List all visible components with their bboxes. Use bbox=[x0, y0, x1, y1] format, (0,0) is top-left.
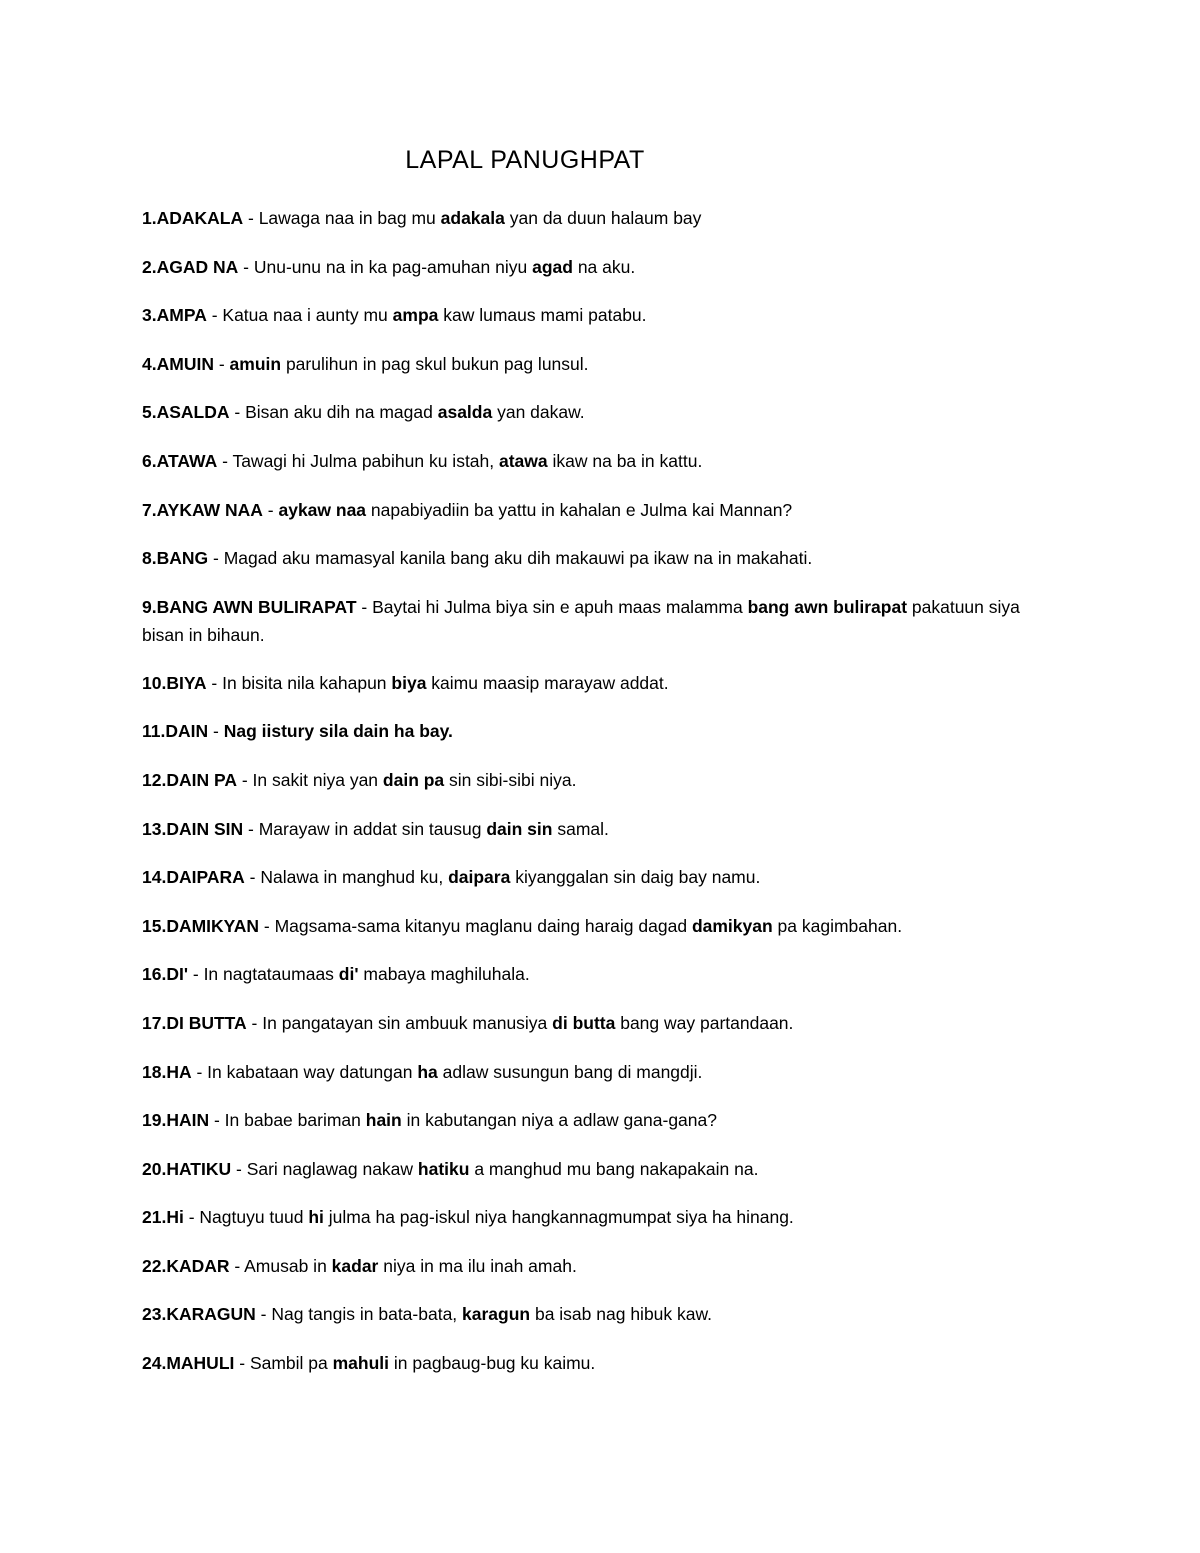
entry-sentence-text: sin sibi-sibi niya. bbox=[444, 769, 577, 790]
entry-separator: - bbox=[209, 1110, 225, 1131]
entry-sentence-text: bang way partandaan. bbox=[615, 1012, 794, 1033]
entry-sentence-text: In kabataan way datungan bbox=[207, 1061, 418, 1082]
entry-sentence-text: Lawaga naa in bag mu bbox=[258, 208, 441, 228]
entry-highlighted-word: mahuli bbox=[332, 1353, 390, 1374]
entry-term: HATIKU bbox=[166, 1158, 232, 1179]
entry-sentence-text: Magad aku mamasyal kanila bang aku dih makauwi pa ikaw na in makahati. bbox=[223, 548, 813, 569]
entry-number: 17. bbox=[142, 1012, 167, 1033]
list-item bbox=[142, 350, 1062, 378]
entry-separator: - bbox=[244, 867, 261, 888]
list-item bbox=[142, 863, 1062, 891]
entry-sentence-text: Nagtuyu tuud bbox=[199, 1207, 309, 1228]
list-item bbox=[142, 593, 1062, 649]
entry-separator: - bbox=[243, 208, 259, 228]
entry-term: AMPA bbox=[156, 305, 207, 326]
entry-sentence-text: kaw lumaus mami patabu. bbox=[438, 305, 647, 326]
entry-term: HA bbox=[166, 1061, 192, 1082]
entry-separator: - bbox=[236, 769, 253, 790]
list-item bbox=[142, 204, 1062, 232]
entry-number: 11. bbox=[142, 721, 166, 742]
entry-highlighted-word: biya bbox=[391, 672, 427, 693]
entry-separator: - bbox=[208, 548, 224, 569]
entry-highlighted-word: kadar bbox=[331, 1255, 379, 1276]
entry-sentence-text: pa kagimbahan. bbox=[772, 915, 903, 936]
list-item bbox=[142, 669, 1062, 697]
entry-sentence-text: parulihun in pag skul bukun pag lunsul. bbox=[281, 353, 589, 374]
entry-number: 7. bbox=[142, 499, 157, 520]
entry-highlighted-word: ampa bbox=[392, 305, 439, 326]
entry-sentence-text: Bisan aku dih na magad bbox=[245, 402, 438, 423]
entry-separator: - bbox=[259, 915, 275, 936]
entry-sentence-text: Amusab in bbox=[244, 1255, 332, 1276]
entry-number: 13. bbox=[142, 818, 167, 839]
entry-sentence-text: In babae bariman bbox=[224, 1110, 366, 1131]
entry-term: AGAD NA bbox=[156, 256, 239, 277]
list-item bbox=[142, 1009, 1062, 1037]
list-item bbox=[142, 1203, 1062, 1231]
entry-highlighted-word: di' bbox=[338, 964, 359, 985]
entry-highlighted-word: hain bbox=[365, 1110, 402, 1131]
entry-number: 18. bbox=[142, 1061, 167, 1082]
entry-sentence-text: pakatuun siya bisan in bihaun. bbox=[142, 596, 1020, 645]
entry-sentence-text: a manghud mu bang nakapakain na. bbox=[469, 1158, 759, 1179]
entry-separator: - bbox=[234, 1353, 250, 1374]
entry-sentence-text: kaimu maasip marayaw addat. bbox=[426, 672, 669, 693]
entry-separator: - bbox=[231, 1158, 247, 1179]
entry-highlighted-word: karagun bbox=[462, 1304, 531, 1325]
entry-number: 21. bbox=[142, 1207, 167, 1228]
entry-separator: - bbox=[208, 721, 224, 742]
entry-number: 6. bbox=[142, 450, 157, 471]
entry-sentence-text: Nalawa in manghud ku, bbox=[260, 867, 449, 888]
entry-separator: - bbox=[229, 1255, 245, 1276]
entry-highlighted-word: Nag iistury sila dain ha bay. bbox=[223, 721, 453, 742]
list-item bbox=[142, 815, 1062, 843]
entry-separator: - bbox=[356, 596, 373, 617]
entry-sentence-text: Tawagi hi Julma pabihun ku istah, bbox=[232, 450, 499, 471]
entry-term: ASALDA bbox=[156, 402, 230, 423]
entry-number: 3. bbox=[142, 305, 157, 326]
entry-separator: - bbox=[188, 964, 204, 985]
entry-number: 4. bbox=[142, 353, 157, 374]
entry-sentence-text: Sambil pa bbox=[249, 1353, 333, 1374]
entry-number: 22. bbox=[142, 1255, 167, 1276]
entry-highlighted-word: di butta bbox=[552, 1012, 616, 1033]
list-item bbox=[142, 398, 1062, 426]
list-item bbox=[142, 496, 1062, 524]
list-item bbox=[142, 1349, 1062, 1377]
entry-term: DAMIKYAN bbox=[166, 915, 260, 936]
entry-sentence-text: in kabutangan niya a adlaw gana-gana? bbox=[401, 1110, 717, 1131]
entry-term: ATAWA bbox=[156, 450, 218, 471]
entry-number: 9. bbox=[142, 596, 157, 617]
entry-sentence-text: In bisita nila kahapun bbox=[222, 672, 392, 693]
entry-highlighted-word: dain sin bbox=[486, 818, 553, 839]
entry-number: 1. bbox=[142, 208, 157, 228]
entry-number: 10. bbox=[142, 672, 167, 693]
entry-sentence-text: in pagbaug-bug ku kaimu. bbox=[389, 1353, 596, 1374]
entry-sentence-text: Nag tangis in bata-bata, bbox=[271, 1304, 463, 1325]
entry-sentence-text: Marayaw in addat sin tausug bbox=[258, 818, 487, 839]
entry-term: BANG AWN BULIRAPAT bbox=[156, 596, 357, 617]
list-item bbox=[142, 960, 1062, 988]
entry-number: 19. bbox=[142, 1110, 167, 1131]
entry-highlighted-word: aykaw naa bbox=[278, 499, 367, 520]
entry-term: DI BUTTA bbox=[166, 1012, 247, 1033]
entry-sentence-text: Katua naa i aunty mu bbox=[222, 305, 393, 326]
entry-separator: - bbox=[206, 305, 223, 326]
entry-term: DAIN bbox=[165, 721, 209, 742]
list-item bbox=[142, 1155, 1062, 1183]
entry-separator: - bbox=[262, 499, 279, 520]
list-item bbox=[142, 766, 1062, 794]
entry-sentence-text: adlaw susungun bang di mangdji. bbox=[437, 1061, 703, 1082]
entry-sentence-text: julma ha pag-iskul niya hangkannagmumpat siya ha hinang. bbox=[323, 1207, 794, 1228]
entry-separator: - bbox=[238, 256, 254, 277]
entry-highlighted-word: atawa bbox=[499, 450, 548, 471]
entry-term: ADAKALA bbox=[156, 208, 244, 228]
entry-separator: - bbox=[213, 353, 230, 374]
entry-highlighted-word: asalda bbox=[437, 402, 493, 423]
entry-sentence-text: Magsama-sama kitanyu maglanu daing haraig dagad bbox=[274, 915, 692, 936]
entry-term: DAIN PA bbox=[166, 769, 237, 790]
entry-separator: - bbox=[243, 818, 259, 839]
entry-highlighted-word: daipara bbox=[448, 867, 511, 888]
entry-sentence-text: ikaw na ba in kattu. bbox=[547, 450, 703, 471]
entry-separator: - bbox=[217, 450, 233, 471]
entry-sentence-text: niya in ma ilu inah amah. bbox=[378, 1255, 577, 1276]
entry-term: BIYA bbox=[166, 672, 207, 693]
entry-number: 2. bbox=[142, 256, 157, 277]
entry-sentence-text: mabaya maghiluhala. bbox=[358, 964, 530, 985]
entry-separator: - bbox=[255, 1304, 272, 1325]
entry-number: 15. bbox=[142, 915, 167, 936]
entry-number: 16. bbox=[142, 964, 167, 985]
list-item bbox=[142, 1058, 1062, 1086]
entry-highlighted-word: agad bbox=[532, 256, 573, 277]
list-item bbox=[142, 544, 1062, 572]
entry-number: 12. bbox=[142, 769, 167, 790]
entry-highlighted-word: bang awn bulirapat bbox=[747, 596, 908, 617]
entry-sentence-text: yan da duun halaum bay bbox=[504, 208, 702, 228]
entry-sentence-text: ba isab nag hibuk kaw. bbox=[530, 1304, 713, 1325]
entry-highlighted-word: amuin bbox=[229, 353, 282, 374]
document-title: LAPAL PANUGHPAT bbox=[405, 146, 645, 174]
vocabulary-list bbox=[142, 204, 1062, 1398]
entry-highlighted-word: damikyan bbox=[691, 915, 773, 936]
list-item bbox=[142, 912, 1062, 940]
entry-sentence-text: napabiyadiin ba yattu in kahalan e Julma kai Mannan? bbox=[366, 499, 793, 520]
entry-sentence-text: yan dakaw. bbox=[492, 402, 585, 423]
entry-term: HAIN bbox=[166, 1110, 210, 1131]
entry-term: DI' bbox=[166, 964, 188, 985]
entry-separator: - bbox=[229, 402, 246, 423]
entry-sentence-text: Sari naglawag nakaw bbox=[246, 1158, 418, 1179]
list-item bbox=[142, 1106, 1062, 1134]
entry-number: 14. bbox=[142, 867, 167, 888]
entry-separator: - bbox=[206, 672, 223, 693]
entry-separator: - bbox=[246, 1012, 263, 1033]
list-item bbox=[142, 1300, 1062, 1328]
entry-number: 5. bbox=[142, 402, 157, 423]
entry-number: 8. bbox=[142, 548, 157, 569]
entry-term: Hi bbox=[166, 1207, 184, 1228]
entry-sentence-text: kiyanggalan sin daig bay namu. bbox=[510, 867, 761, 888]
entry-highlighted-word: hatiku bbox=[417, 1158, 470, 1179]
entry-highlighted-word: hi bbox=[308, 1207, 324, 1228]
entry-term: AMUIN bbox=[156, 353, 214, 374]
list-item bbox=[142, 1252, 1062, 1280]
entry-sentence-text: na aku. bbox=[572, 256, 636, 277]
entry-number: 23. bbox=[142, 1304, 167, 1325]
entry-term: BANG bbox=[156, 548, 209, 569]
entry-separator: - bbox=[183, 1207, 200, 1228]
entry-sentence-text: Baytai hi Julma biya sin e apuh maas malamma bbox=[372, 596, 748, 617]
list-item bbox=[142, 447, 1062, 475]
entry-term: AYKAW NAA bbox=[156, 499, 263, 520]
entry-term: KADAR bbox=[166, 1255, 230, 1276]
entry-sentence-text: In sakit niya yan bbox=[252, 769, 383, 790]
list-item bbox=[142, 301, 1062, 329]
entry-highlighted-word: dain pa bbox=[382, 769, 445, 790]
entry-term: KARAGUN bbox=[166, 1304, 256, 1325]
entry-term: MAHULI bbox=[166, 1353, 235, 1374]
entry-sentence-text: samal. bbox=[552, 818, 609, 839]
entry-sentence-text: In pangatayan sin ambuuk manusiya bbox=[262, 1012, 553, 1033]
entry-sentence-text: In nagtataumaas bbox=[203, 964, 339, 985]
entry-highlighted-word: ha bbox=[417, 1061, 438, 1082]
list-item bbox=[142, 253, 1062, 281]
entry-number: 20. bbox=[142, 1158, 167, 1179]
entry-highlighted-word: adakala bbox=[440, 208, 505, 228]
entry-term: DAIN SIN bbox=[166, 818, 244, 839]
list-item bbox=[142, 717, 1062, 745]
entry-sentence-text: Unu-unu na in ka pag-amuhan niyu bbox=[253, 256, 533, 277]
entry-term: DAIPARA bbox=[166, 867, 245, 888]
entry-separator: - bbox=[191, 1061, 208, 1082]
entry-number: 24. bbox=[142, 1353, 167, 1374]
